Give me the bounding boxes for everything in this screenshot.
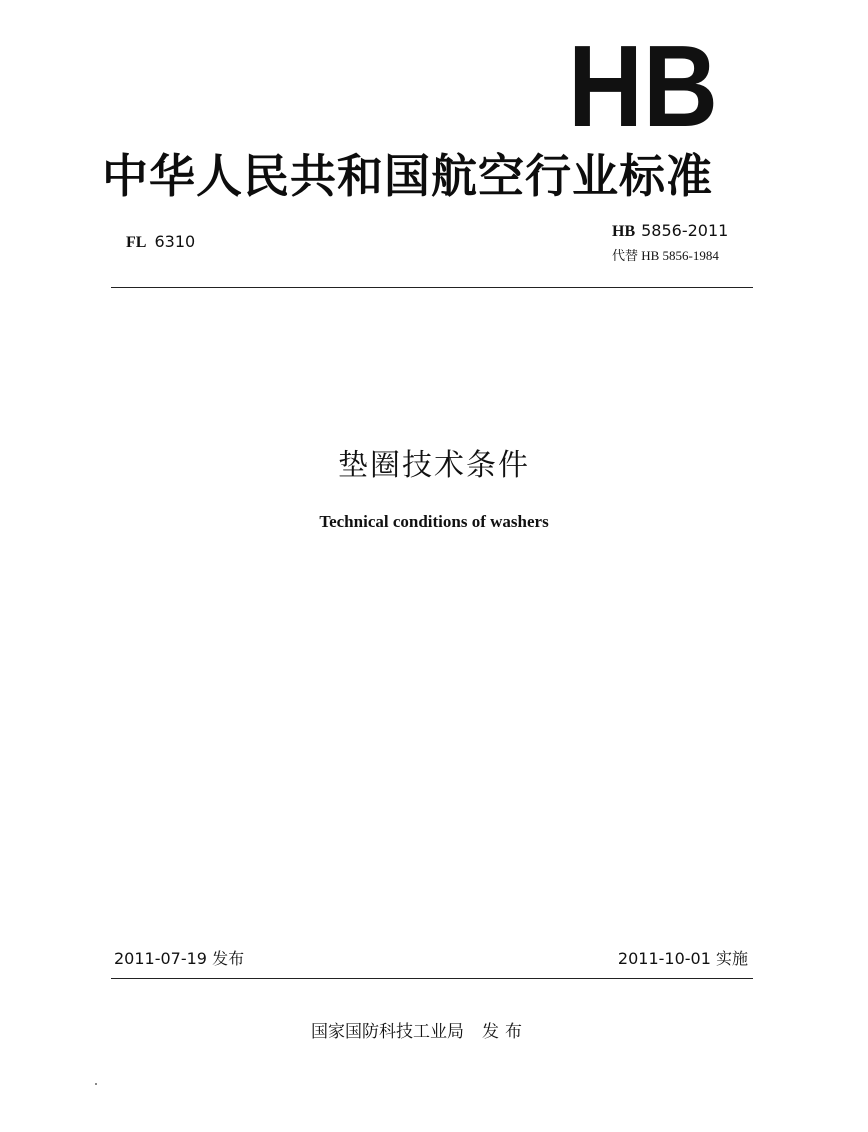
publisher-name: 国家国防科技工业局 [311, 1022, 464, 1042]
implementation-date: 2011-10-01 实施 [617, 949, 748, 968]
classification-prefix: FL [126, 234, 147, 251]
footer-divider [111, 978, 753, 979]
issue-date: 2011-07-19 发布 [114, 949, 245, 968]
document-title-english: Technical conditions of washers [319, 512, 549, 531]
scan-speck [95, 1083, 97, 1085]
document-title-chinese: 垫圈技术条件 [338, 448, 530, 483]
classification-code [126, 232, 195, 252]
standard-number [612, 221, 728, 241]
svg-text:HB: HB [568, 21, 718, 151]
standard-code: 5856-2011 [641, 221, 729, 240]
standard-prefix: HB [612, 223, 636, 240]
header-divider [111, 287, 753, 288]
publisher-action: 发布 [482, 1022, 528, 1042]
hb-logo [568, 21, 718, 151]
publisher [311, 1017, 528, 1042]
replaces-standard: 代替 HB 5856-1984 [612, 248, 719, 263]
industry-standard-title: 中华人民共和国航空行业标准 [102, 149, 713, 203]
classification-number: 6310 [154, 232, 196, 251]
